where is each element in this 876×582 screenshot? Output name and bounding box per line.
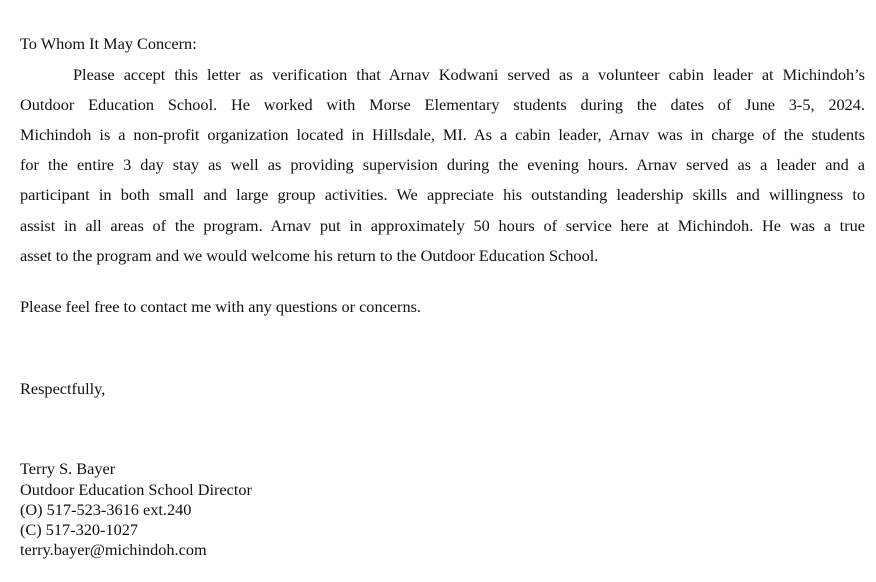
paragraph-line: assist in all areas of the program. Arnav put in approximately 50 hours of service here at Michindoh. He was a true [20,216,865,235]
paragraph-line: participant in both small and large group activities. We appreciate his outstanding leadership skills and willingness to [20,185,865,204]
paragraph-line: asset to the program and we would welcome his return to the Outdoor Education School. [20,246,599,265]
body-paragraph-2: Please feel free to contact me with any questions or concerns. [20,297,422,316]
paragraph-line: Michindoh is a non-profit organization located in Hillsdale, MI. As a cabin leader, Arnav was in charge of the students [20,125,865,144]
paragraph-line: Outdoor Education School. He worked with Morse Elementary students during the dates of June 3-5, 2024. [20,95,865,114]
paragraph-line: Please accept this letter as verification that Arnav Kodwani served as a volunteer cabin leader at Michindoh’s [73,65,865,84]
office-phone: (O) 517-523-3616 ext.240 [20,500,192,519]
signer-title: Outdoor Education School Director [20,480,252,499]
email-address: terry.bayer@michindoh.com [20,540,207,559]
closing: Respectfully, [20,379,106,398]
salutation: To Whom It May Concern: [20,34,197,53]
paragraph-line: for the entire 3 day stay as well as providing supervision during the evening hours. Arnav served as a leader and a [20,155,865,174]
cell-phone: (C) 517-320-1027 [20,520,139,539]
signer-name: Terry S. Bayer [20,459,116,478]
